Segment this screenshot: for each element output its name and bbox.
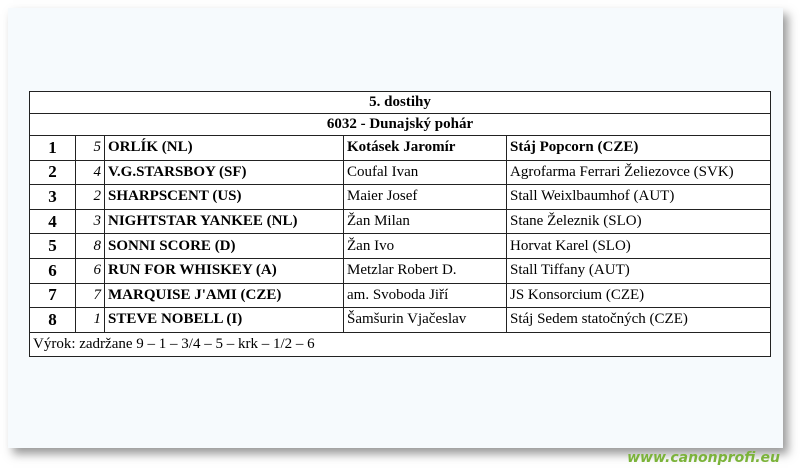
table-row	[30, 308, 771, 333]
jockey-cell: Šamšurin Vjačeslav	[344, 308, 507, 333]
place-cell: 3	[30, 185, 76, 210]
owner-cell: Agrofarma Ferrari Želiezovce (SVK)	[507, 160, 771, 185]
place-cell: 6	[30, 258, 76, 283]
start-number-cell: 3	[76, 209, 105, 234]
table-row	[30, 283, 771, 308]
owner-cell: JS Konsorcium (CZE)	[507, 283, 771, 308]
horse-cell: SONNI SCORE (D)	[105, 234, 344, 259]
start-number-cell: 5	[76, 136, 105, 161]
table-row	[30, 136, 771, 161]
place-cell: 4	[30, 209, 76, 234]
start-number-cell: 8	[76, 234, 105, 259]
owner-cell: Stáj Popcorn (CZE)	[507, 136, 771, 161]
start-number-cell: 1	[76, 308, 105, 333]
table-row	[30, 234, 771, 259]
race-results-table	[29, 91, 771, 357]
horse-cell: ORLÍK (NL)	[105, 136, 344, 161]
jockey-cell: Žan Ivo	[344, 234, 507, 259]
owner-cell: Stall Weixlbaumhof (AUT)	[507, 185, 771, 210]
jockey-cell: am. Svoboda Jiří	[344, 283, 507, 308]
race-subtitle: 6032 - Dunajský pohár	[30, 114, 771, 136]
owner-cell: Stáj Sedem statočných (CZE)	[507, 308, 771, 333]
owner-cell: Stall Tiffany (AUT)	[507, 258, 771, 283]
table-row	[30, 185, 771, 210]
start-number-cell: 7	[76, 283, 105, 308]
horse-cell: V.G.STARSBOY (SF)	[105, 160, 344, 185]
place-cell: 8	[30, 308, 76, 333]
place-cell: 2	[30, 160, 76, 185]
horse-cell: MARQUISE J'AMI (CZE)	[105, 283, 344, 308]
jockey-cell: Coufal Ivan	[344, 160, 507, 185]
horse-cell: SHARPSCENT (US)	[105, 185, 344, 210]
jockey-cell: Kotásek Jaromír	[344, 136, 507, 161]
start-number-cell: 2	[76, 185, 105, 210]
place-cell: 7	[30, 283, 76, 308]
jockey-cell: Žan Milan	[344, 209, 507, 234]
owner-cell: Horvat Karel (SLO)	[507, 234, 771, 259]
race-title: 5. dostihy	[30, 92, 771, 114]
horse-cell: NIGHTSTAR YANKEE (NL)	[105, 209, 344, 234]
horse-cell: STEVE NOBELL (I)	[105, 308, 344, 333]
jockey-cell: Maier Josef	[344, 185, 507, 210]
start-number-cell: 4	[76, 160, 105, 185]
race-result-note: Výrok: zadržane 9 – 1 – 3/4 – 5 – krk – 1/2 – 6	[30, 332, 771, 357]
place-cell: 1	[30, 136, 76, 161]
watermark: www.canonprofi.eu	[627, 450, 780, 466]
table-row	[30, 160, 771, 185]
horse-cell: RUN FOR WHISKEY (A)	[105, 258, 344, 283]
place-cell: 5	[30, 234, 76, 259]
table-row	[30, 258, 771, 283]
table-row	[30, 209, 771, 234]
start-number-cell: 6	[76, 258, 105, 283]
jockey-cell: Metzlar Robert D.	[344, 258, 507, 283]
owner-cell: Stane Železnik (SLO)	[507, 209, 771, 234]
